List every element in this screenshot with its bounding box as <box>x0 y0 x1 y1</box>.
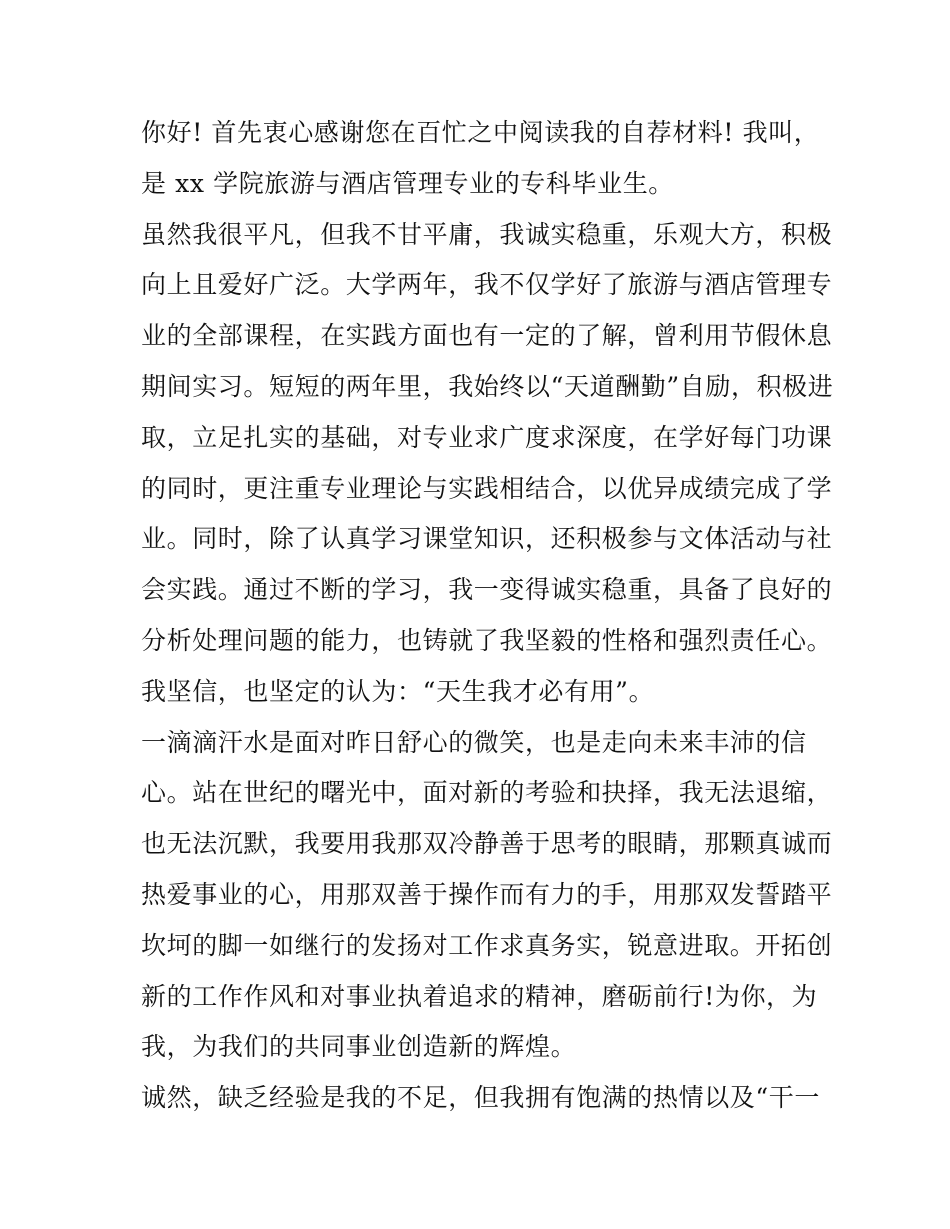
text-line-5: 业的全部课程，在实践方面也有一定的了解，曾利用节假休息 <box>141 321 833 351</box>
text-line-18: 新的工作作风和对事业执着追求的精神，磨砺前行!为你，为 <box>141 981 818 1011</box>
text-line-3: 虽然我很平凡，但我不甘平庸，我诚实稳重，乐观大方，积极 <box>141 219 833 249</box>
text-line-8: 的同时，更注重专业理论与实践相结合，以优异成绩完成了学 <box>141 473 833 503</box>
text-line-20: 诚然，缺乏经验是我的不足，但我拥有饱满的热情以及“干一 <box>141 1083 820 1113</box>
text-line-16: 热爱事业的心，用那双善于操作而有力的手，用那双发誓踏平 <box>141 879 833 909</box>
text-line-1: 你好! 首先衷心感谢您在百忙之中阅读我的自荐材料! 我叫， <box>141 118 820 147</box>
text-line-4: 向上且爱好广泛。大学两年，我不仅学好了旅游与酒店管理专 <box>141 270 833 300</box>
text-line-13: 一滴滴汗水是面对昨日舒心的微笑，也是走向未来丰沛的信 <box>141 727 807 757</box>
text-line-6: 期间实习。短短的两年里，我始终以“天道酬勤”自励，积极进 <box>141 371 834 401</box>
text-line-9: 业。同时，除了认真学习课堂知识，还积极参与文体活动与社 <box>141 524 833 554</box>
letter-body <box>141 108 834 1124</box>
text-line-2: 是 xx 学院旅游与酒店管理专业的专科毕业生。 <box>141 168 674 198</box>
text-line-10: 会实践。通过不断的学习，我一变得诚实稳重，具备了良好的 <box>141 575 833 605</box>
text-line-12: 我坚信，也坚定的认为：“天生我才必有用”。 <box>141 676 655 706</box>
text-line-15: 也无法沉默，我要用我那双冷静善于思考的眼睛，那颗真诚而 <box>141 829 833 859</box>
text-line-17: 坎坷的脚一如继行的发扬对工作求真务实，锐意进取。开拓创 <box>141 930 833 960</box>
text-line-11: 分析处理问题的能力，也铸就了我坚毅的性格和强烈责任心。 <box>141 625 833 655</box>
text-line-14: 心。站在世纪的曙光中，面对新的考验和抉择，我无法退缩， <box>141 778 833 808</box>
text-line-19: 我，为我们的共同事业创造新的辉煌。 <box>141 1032 577 1062</box>
text-line-7: 取，立足扎实的基础，对专业求广度求深度，在学好每门功课 <box>141 422 833 452</box>
